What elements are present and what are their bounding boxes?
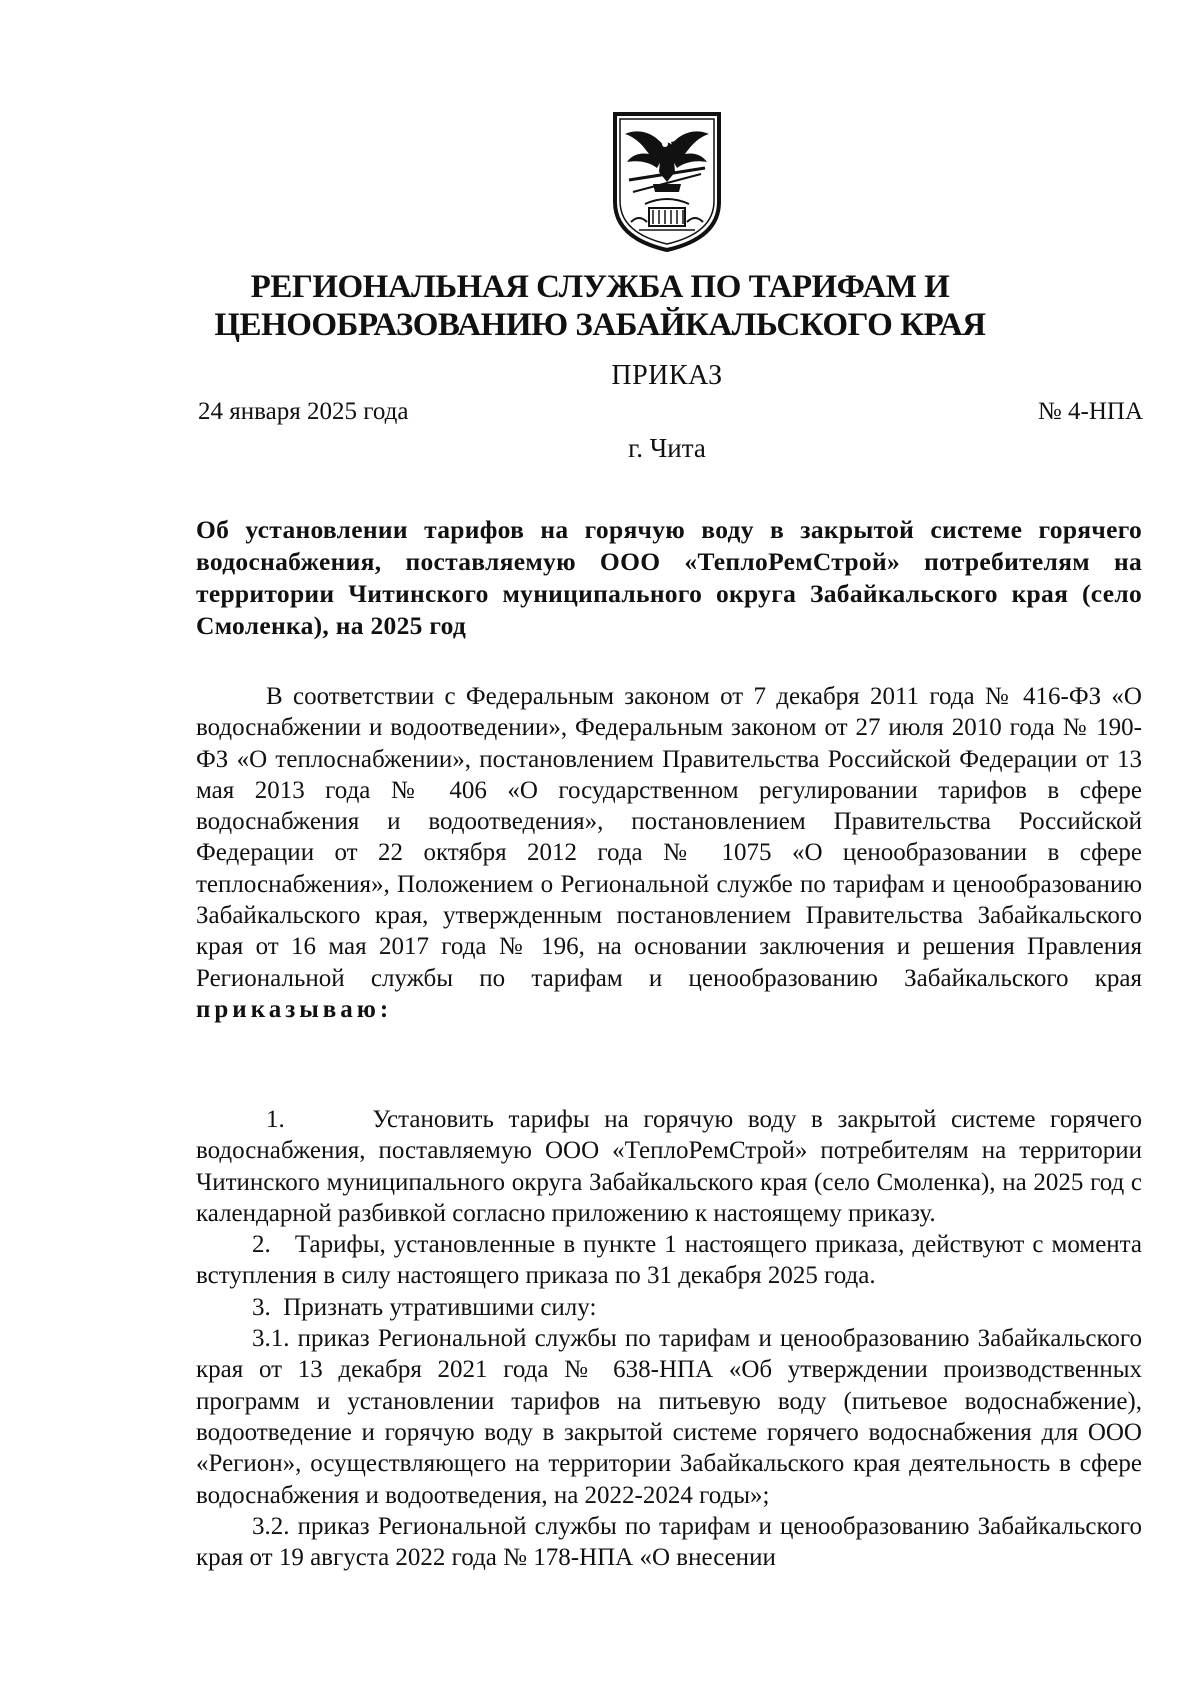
document-title: Об установлении тарифов на горячую воду в закрытой системе горячего водоснабжения, поставляемую ООО «ТеплоРемСтрой» потребителям на территории Читинского муниципального округа Забайкальского края (село Смоленка), на 2025 год	[196, 515, 1142, 640]
document-type: ПРИКАЗ	[611, 360, 723, 391]
order-item-3-1: 3.1. приказ Региональной службы по тарифам и ценообразованию Забайкальского края от 13 декабря 2021 года № 638-НПА «Об утверждении производственных программ и установлении тарифов на питьевую воду (питьевое водоснабжение), водоотведение и горячую воду в закрытой системе горячего водоснабжения для ООО «Регион», осуществляющего на территории Забайкальского края деятельность в сфере водоснабжения и водоотведения, на 2022-2024 годы»;	[196, 1325, 1142, 1509]
organization-name-line-2: ЦЕНООБРАЗОВАНИЮ ЗАБАЙКАЛЬСКОГО КРАЯ	[214, 307, 986, 343]
preamble-paragraph	[196, 681, 1142, 1025]
coat-of-arms-emblem	[609, 110, 725, 252]
document-date: 24 января 2025 года	[198, 398, 409, 425]
order-item-1: 1. Установить тарифы на горячую воду в закрытой системе горячего водоснабжения, поставляемую ООО «ТеплоРемСтрой» потребителям на территории Читинского муниципального округа Забайкальского края (село Смоленка), на 2025 год с календарной разбивкой согласно приложению к настоящему приказу.	[196, 1106, 1142, 1227]
document-number: № 4-НПА	[1037, 398, 1143, 425]
order-item-3: 3. Признать утратившими силу:	[252, 1293, 597, 1321]
order-word: приказываю:	[196, 995, 393, 1023]
organization-name-line-1: РЕГИОНАЛЬНАЯ СЛУЖБА ПО ТАРИФАМ И	[250, 269, 950, 305]
order-item-2: 2. Тарифы, установленные в пункте 1 настоящего приказа, действуют с момента вступления в силу настоящего приказа по 31 декабря 2025 года.	[196, 1231, 1142, 1290]
preamble-text: В соответствии с Федеральным законом от 7 декабря 2011 года № 416-ФЗ «О водоснабжении и водоотведении», Федеральным законом от 27 июля 2010 года № 190-ФЗ «О теплоснабжении», постановлением Правительства Российской Федерации от 13 мая 2013 года № 406 «О государственном регулировании тарифов в сфере водоснабжения и водоотведения», постановлением Правительства Российской Федерации от 22 октября 2012 года № 1075 «О ценообразовании в сфере теплоснабжения», Положением о Региональной службе по тарифам и ценообразованию Забайкальского края, утвержденным постановлением Правительства Забайкальского края от 16 мая 2017 года № 196, на основании заключения и решения Правления Региональной службы по тарифам и ценообразованию Забайкальского края	[196, 683, 1142, 992]
document-city: г. Чита	[628, 433, 706, 463]
order-item-3-2: 3.2. приказ Региональной службы по тарифам и ценообразованию Забайкальского края от 19 августа 2022 года № 178-НПА «О внесении	[196, 1512, 1142, 1572]
order-items	[196, 1104, 1142, 1573]
